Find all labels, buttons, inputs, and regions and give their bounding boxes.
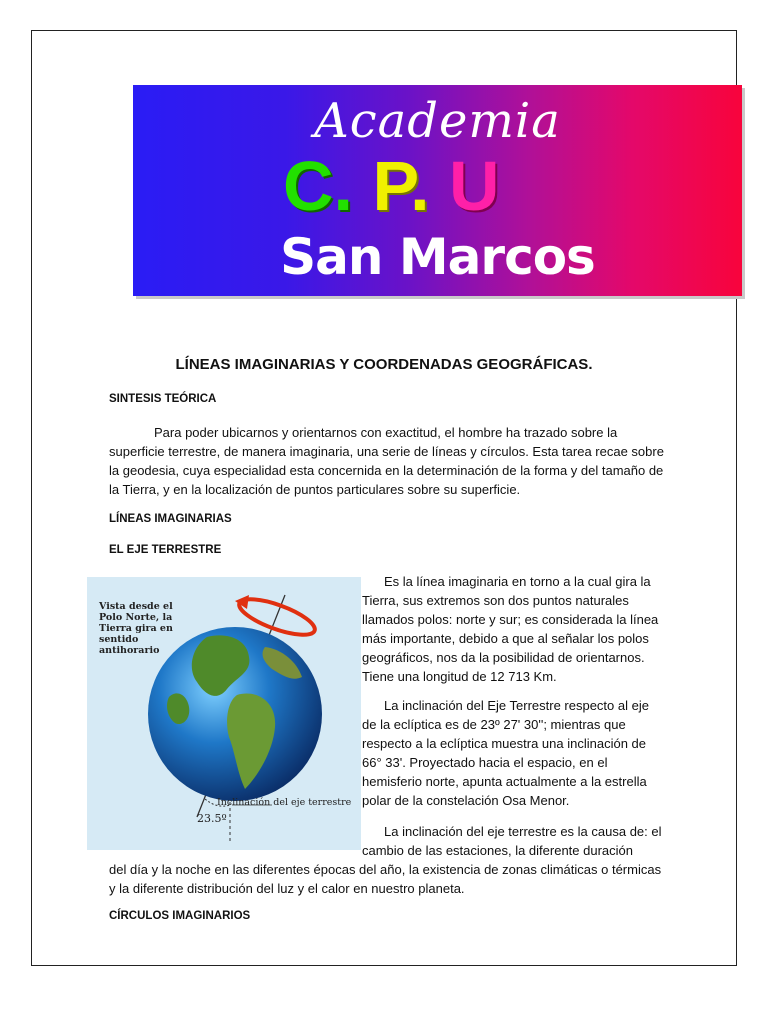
paragraph-eje-3-end: del día y la noche en las diferentes épocas del año, la existencia de zonas climáticas o térmicas y la diferente distribución del luz y el calor en nuestro planeta. bbox=[109, 862, 662, 896]
paragraph-eje-3-start: La inclinación del eje terrestre es la causa de: el cambio de las estaciones, la diferente duración bbox=[362, 824, 662, 858]
figure-label-axis: Inclinación del eje terrestre bbox=[217, 797, 352, 808]
paragraph-eje-2: La inclinación del Eje Terrestre respecto al eje de la eclíptica es de 23º 27' 30''; mientras que respecto a la eclíptica muestra una inclinación de 66° 33'. Proyectado hacia el espacio, en el hemisferio norte, apunta actualmente a la estrella polar de la constelación Osa Menor. bbox=[362, 698, 649, 808]
academy-banner bbox=[133, 85, 742, 296]
earth-axis-figure bbox=[87, 577, 361, 850]
document-title: LÍNEAS IMAGINARIAS Y COORDENADAS GEOGRÁFICAS. bbox=[175, 356, 593, 373]
banner-letter-c: C. bbox=[283, 147, 353, 225]
paragraph-eje-1: Es la línea imaginaria en torno a la cual gira la Tierra, sus extremos son dos puntos naturales llamados polos: norte y sur; es considerada la línea más importante, debido a que al señalar los polos geográficos, nos da la posibilidad de orientarnos. Tiene una longitud de 12 713 Km. bbox=[362, 574, 659, 684]
heading-lineas: LÍNEAS IMAGINARIAS bbox=[109, 513, 232, 525]
figure-label-rotation: Vista desde el Polo Norte, la Tierra gira en sentido antihorario bbox=[99, 601, 173, 656]
heading-eje: EL EJE TERRESTRE bbox=[109, 544, 222, 556]
banner-title: Academia bbox=[314, 93, 561, 149]
heading-circulos: CÍRCULOS IMAGINARIOS bbox=[109, 910, 251, 922]
banner-letter-p: P. bbox=[372, 147, 430, 225]
banner-cpu-letters bbox=[283, 147, 500, 225]
paragraph-sintesis: Para poder ubicarnos y orientarnos con exactitud, el hombre ha trazado sobre la superficie terrestre, de manera imaginaria, una serie de líneas y círculos. Esta tarea recae sobre la geodesia, cuya especialidad esta concernida en la determinación de la forma y del tamaño de la Tierra, y en la localización de puntos particulares sobre su superficie. bbox=[109, 425, 664, 497]
figure-label-angle: 23.5º bbox=[197, 812, 227, 825]
banner-letter-u: U bbox=[449, 147, 500, 225]
banner-subtitle: San Marcos bbox=[280, 228, 595, 286]
heading-sintesis: SINTESIS TEÓRICA bbox=[109, 393, 217, 405]
